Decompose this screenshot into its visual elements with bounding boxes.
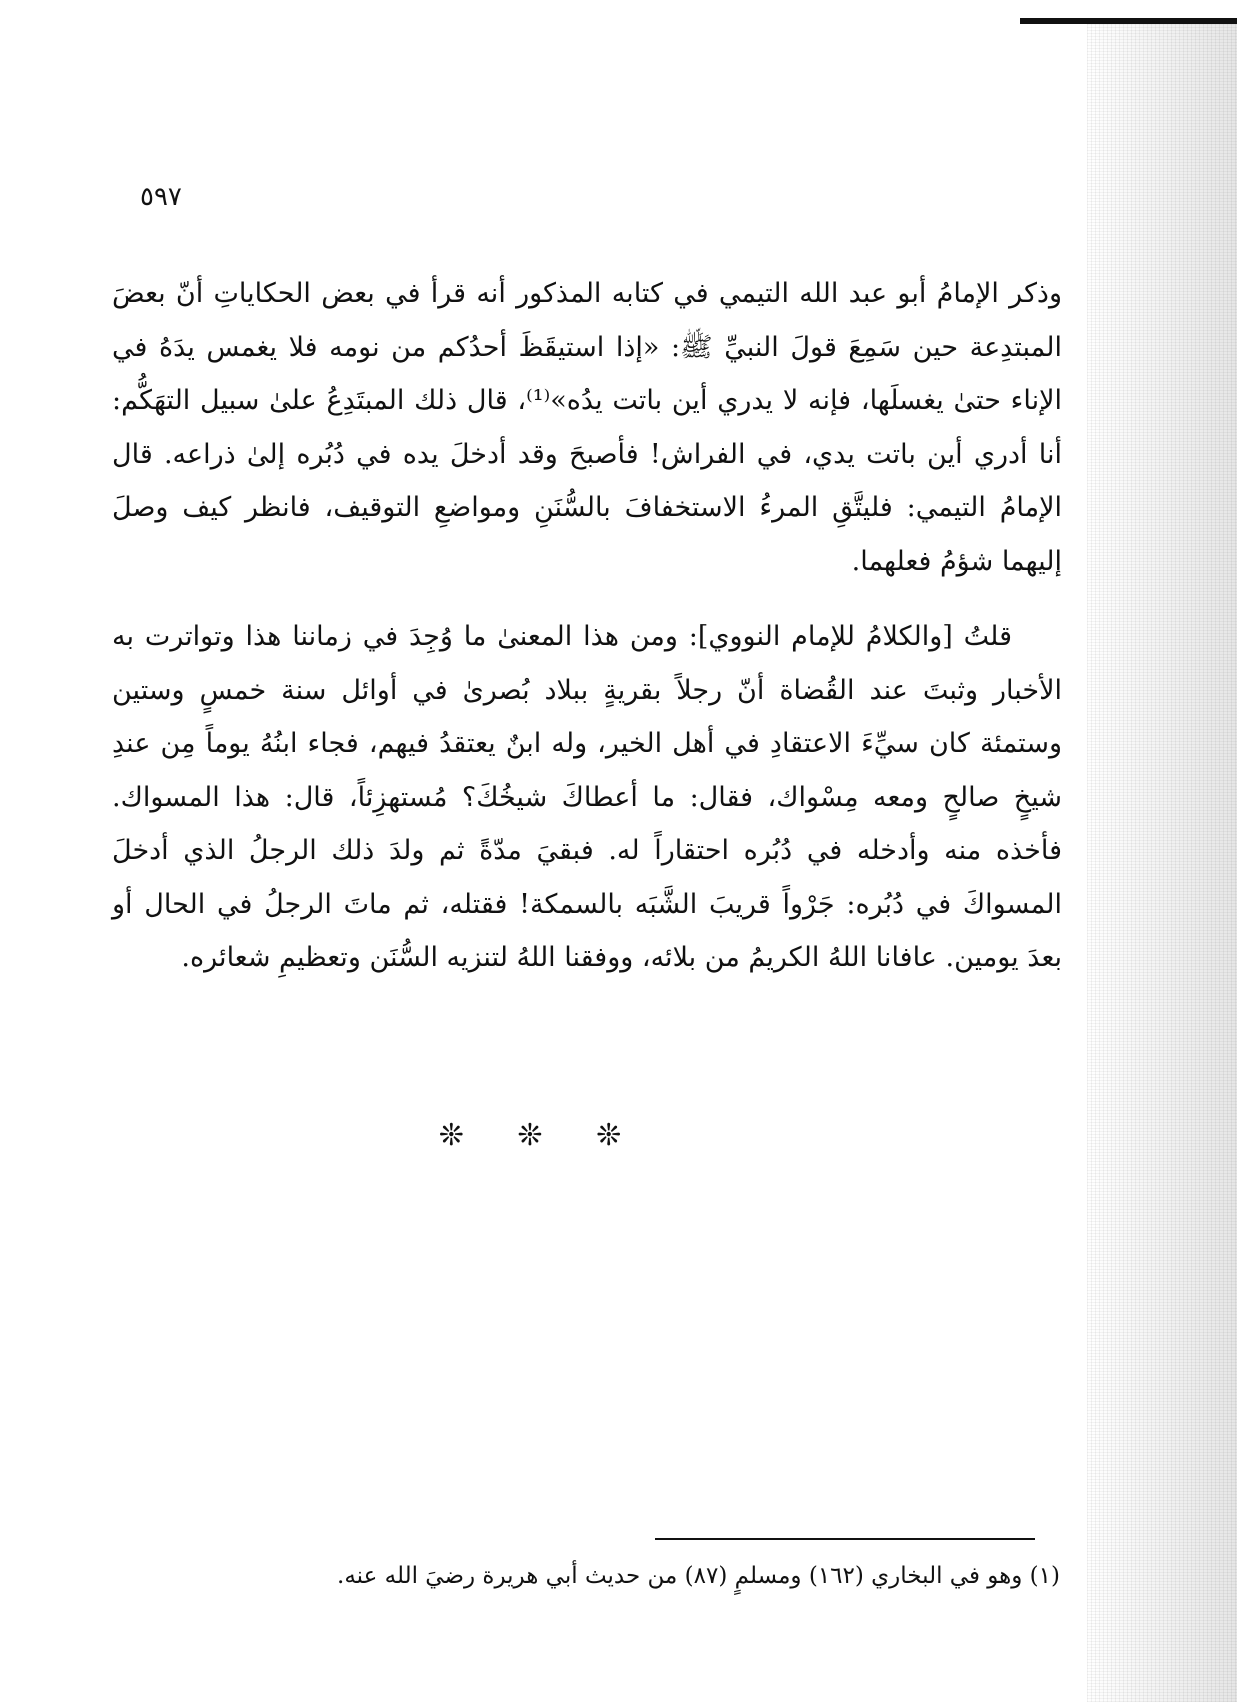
- top-rule: [1020, 18, 1237, 24]
- section-separator: ❊ ❊ ❊: [438, 1118, 622, 1153]
- footnote: (١) وهو في البخاري (١٦٢) ومسلمٍ (٨٧) من حديث أبي هريرة رضيَ الله عنه.: [337, 1563, 1060, 1589]
- body-paragraph-2: [112, 610, 1062, 985]
- body-paragraph-1: [112, 240, 1062, 615]
- footnote-rule: [655, 1538, 1035, 1540]
- paragraph-text: وذكر الإمامُ أبو عبد الله التيمي في كتابه المذكور أنه قرأ في بعض الحكاياتِ أنّ بعضَ المبتدِعة حين سَمِعَ قولَ النبيِّ ﷺ: «إذا استيقَظَ أحدُكم من نومه فلا يغمس يدَهُ في الإناء حتىٰ يغسلَها، فإنه لا يدري أين باتت يدُه»⁽¹⁾، قال ذلك المبتَدِعُ علىٰ سبيل التهَكُّم: أنا أدري أين باتت يدي، في الفراش! فأصبحَ وقد أدخلَ يده في دُبُره إلىٰ ذراعه. قال الإمامُ التيمي: فليتَّقِ المرءُ الاستخفافَ بالسُّنَنِ ومواضعِ التوقيف، فانظر كيف وصلَ إليهما شؤمُ فعلهما.: [112, 278, 1062, 577]
- binding-edge: [1087, 20, 1237, 1702]
- paragraph-text: قلتُ [والكلامُ للإمام النووي]: ومن هذا المعنىٰ ما وُجِدَ في زماننا هذا وتواترت به الأخبار وثبتَ عند القُضاة أنّ رجلاً بقريةٍ ببلاد بُصرىٰ في أوائل سنة خمسٍ وستين وستمئة كان سيِّءَ الاعتقادِ في أهل الخير، وله ابنٌ يعتقدُ فيهم، فجاء ابنُهُ يوماً مِن عندِ شيخٍ صالحٍ ومعه مِسْواك، فقال: ما أعطاكَ شيخُكَ؟ مُستهزِئاً، قال: هذا المسواك. فأخذه منه وأدخله في دُبُره احتقاراً له. فبقيَ مدّةً ثم ولدَ ذلك الرجلُ الذي أدخلَ المسواكَ في دُبُره: جَرْواً قريبَ الشَّبَه بالسمكة! فقتله، ثم ماتَ الرجلُ في الحال أو بعدَ يومين. عافانا اللهُ الكريمُ من بلائه، ووفقنا اللهُ لتنزيه السُّنَن وتعظيمِ شعائره.: [112, 621, 1062, 973]
- page-number: ٥٩٧: [140, 182, 182, 212]
